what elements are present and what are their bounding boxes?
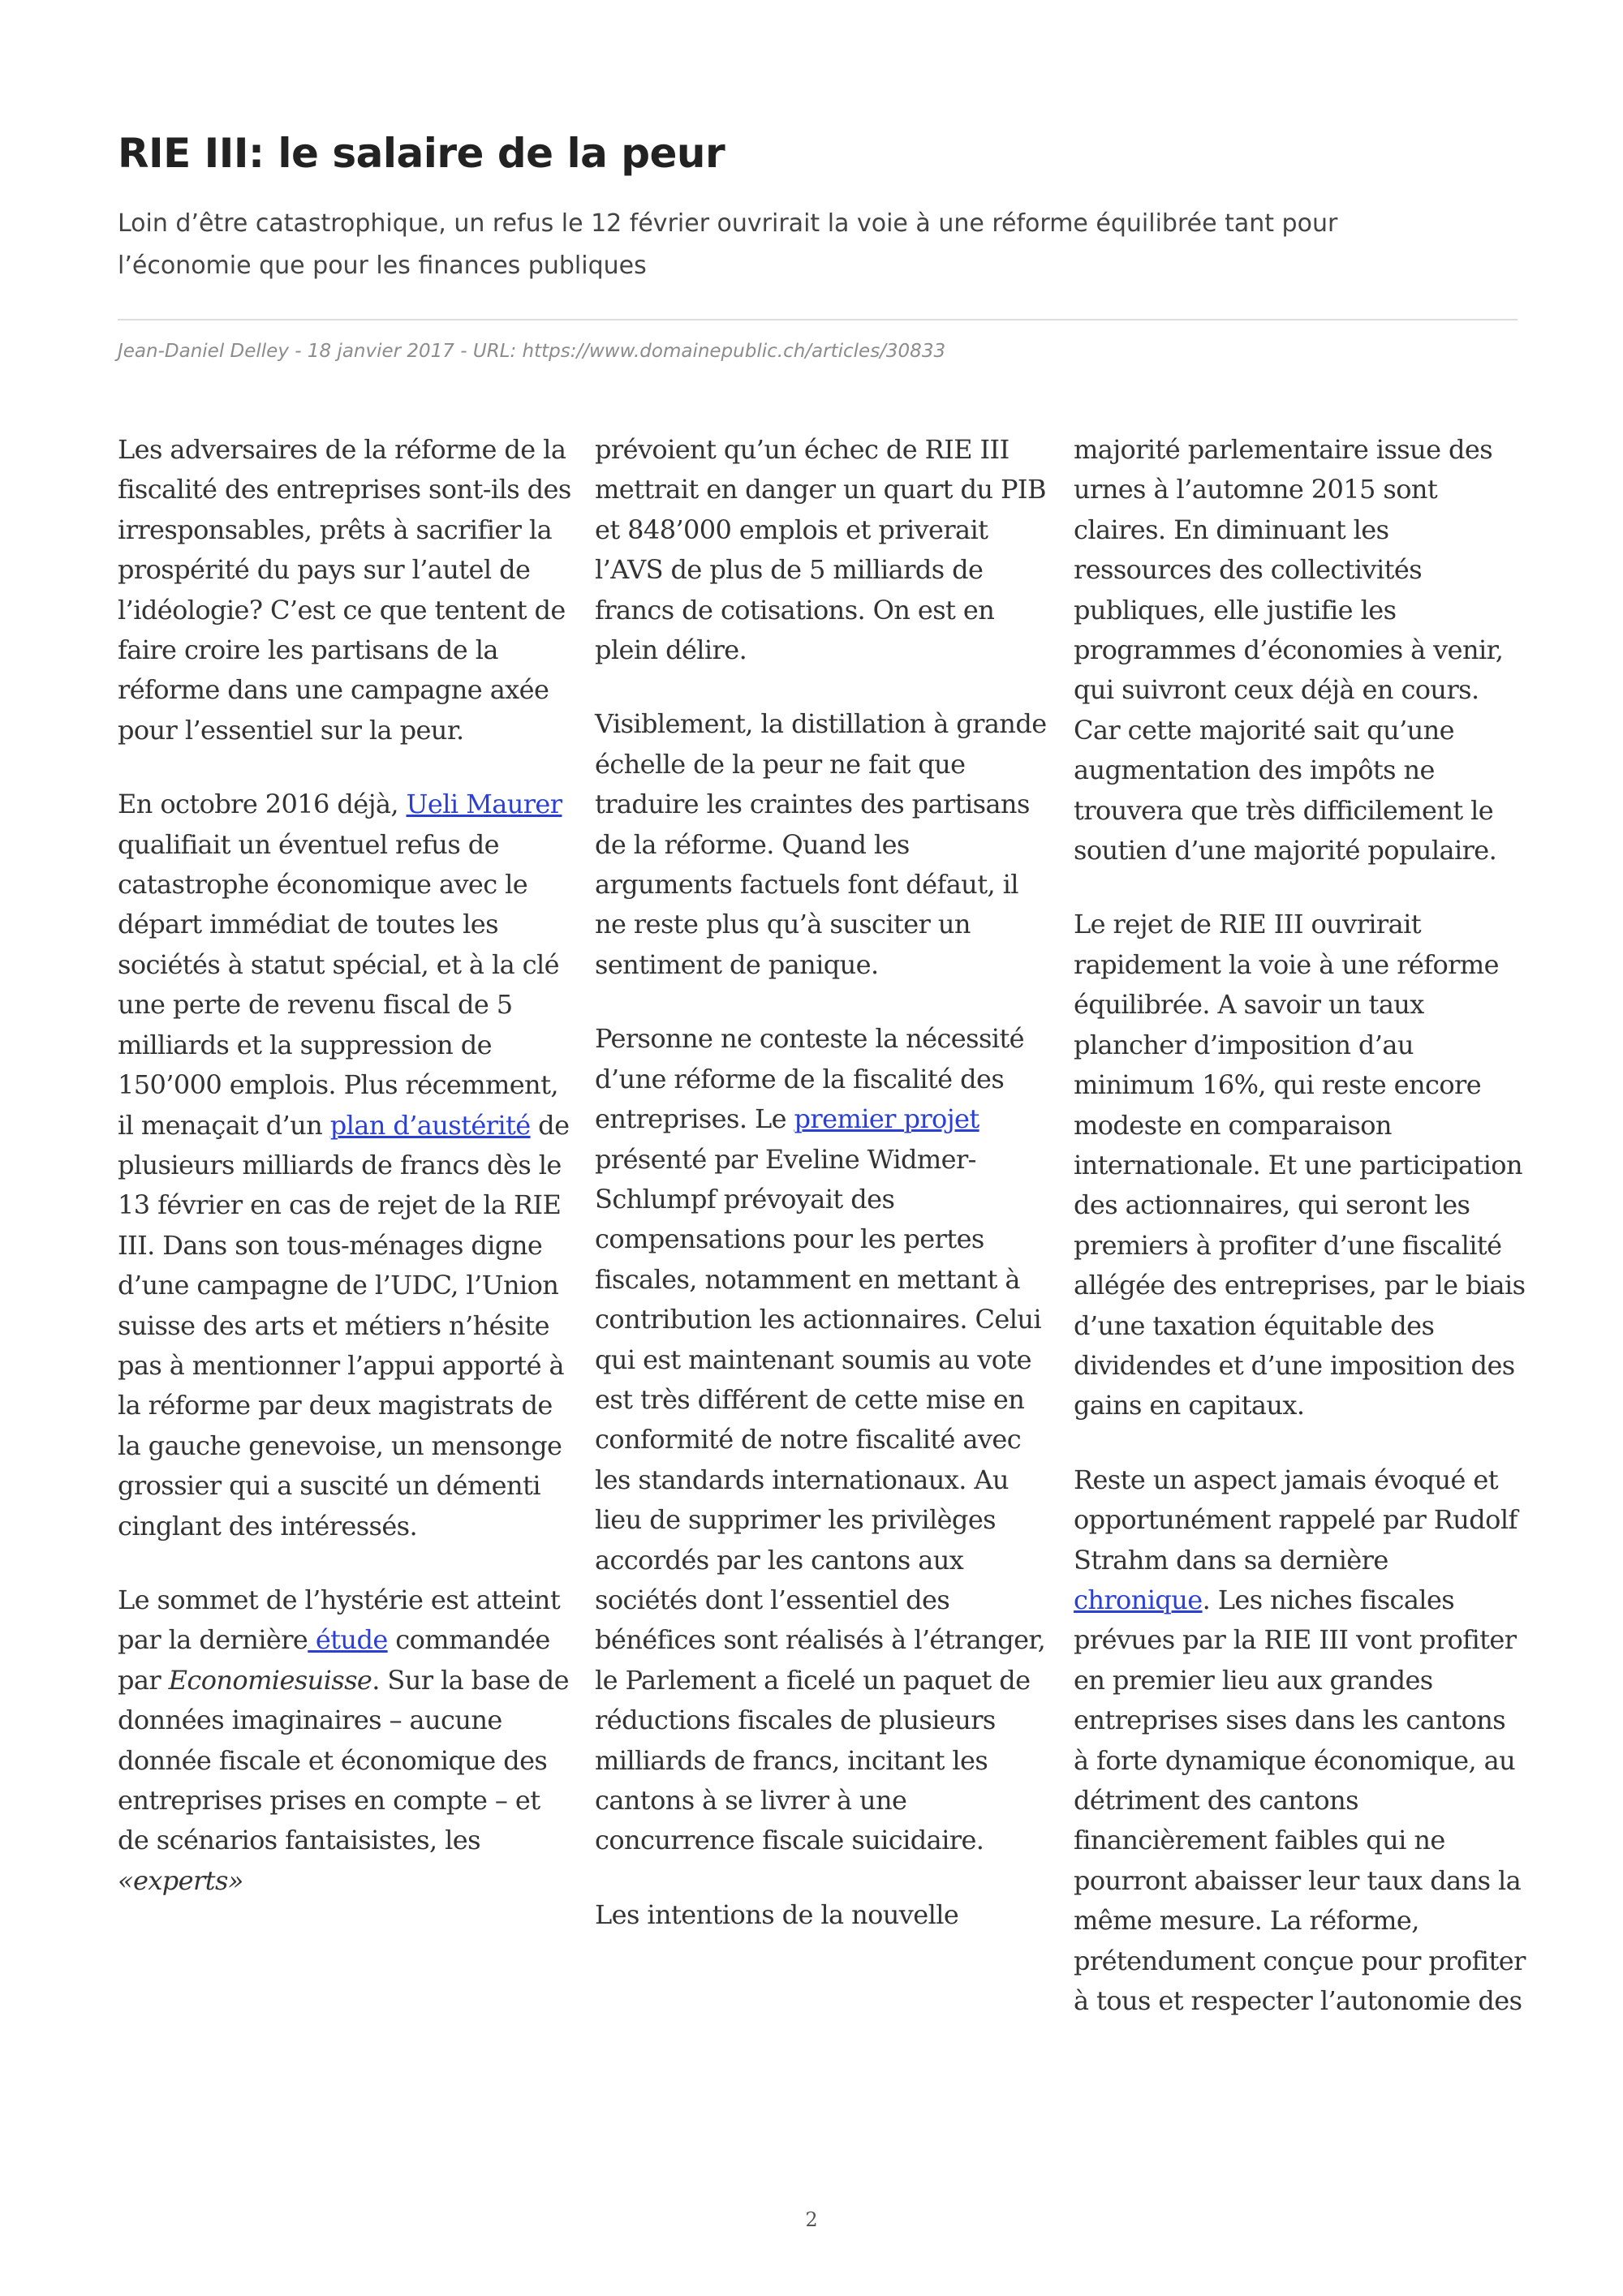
text-run: de plusieurs milliards de francs dès le 13 février en cas de rejet de la RIE III. Dans son tous-ménages digne d’une campagne de l’UDC, l’Union suisse des arts et métiers n’hésite pas à mentionner l’appui apporté à la réforme par deux magistrats de la gauche genevoise, un mensonge grossier qui a suscité un démenti cinglant des intéressés. xyxy=(118,1109,570,1541)
link-plan-austerite[interactable]: plan d’austérité xyxy=(329,1109,531,1141)
text-run: En octobre 2016 déjà, xyxy=(118,789,407,820)
emphasis-experts: «experts» xyxy=(118,1864,243,1896)
text-run: . Sur la base de données imaginaires – aucune donnée fiscale et économique des entreprises prises en compte – et de scénarios fantaisistes, les xyxy=(118,1664,569,1856)
article-title: RIE III: le salaire de la peur xyxy=(118,130,725,177)
text-run: commandée par xyxy=(118,1624,550,1696)
emphasis-economiesuisse: Economiesuisse xyxy=(168,1664,372,1696)
link-chronique[interactable]: chronique xyxy=(1074,1584,1203,1615)
text-run: Reste un aspect jamais évoqué et opportunément rappelé par Rudolf Strahm dans sa dernière xyxy=(1074,1464,1518,1576)
paragraph xyxy=(595,1019,1049,1861)
header-divider xyxy=(118,319,1518,320)
text-run: qualifiait un éventuel refus de catastrophe économique avec le départ immédiat de toutes les sociétés à statut spécial, et à la clé une perte de revenu fiscal de 5 milliards et la suppression de 150’000 emplois. Plus récemment, il menaçait d’un xyxy=(118,828,559,1141)
paragraph: Le rejet de RIE III ouvrirait rapidement la voie à une réforme équilibrée. A savoir un taux plancher d’imposition d’au minimum 16%, qui reste encore modeste en comparaison internationale. Et une participation des actionnaires, qui seront les premiers à profiter d’une fiscalité allégée des entreprises, par le biais d’une taxation équitable des dividendes et d’une imposition des gains en capitaux. xyxy=(1074,909,1526,1421)
text-run: Personne ne conteste la nécessité d’une réforme de la fiscalité des entreprises. Le xyxy=(595,1023,1025,1135)
article-meta: Jean-Daniel Delley - 18 janvier 2017 - URL: https://www.domainepublic.ch/articles/30833 xyxy=(118,341,946,362)
text-run: présenté par Eveline Widmer-Schlumpf prévoyait des compensations pour les pertes fiscales, notamment en mettant à contribution les actionnaires. Celui qui est maintenant soumis au vote est très différent de cette mise en conformité de notre fiscalité avec les standards internationaux. Au lieu de supprimer les privilèges accordés par les cantons aux sociétés dont l’essentiel des bénéfices sont réalisés à l’étranger, le Parlement a ficelé un paquet de réductions fiscales de plusieurs milliards de francs, incitant les cantons à se livrer à une concurrence fiscale suicidaire. xyxy=(595,1143,1046,1856)
paragraph: majorité parlementaire issue des urnes à l’automne 2015 sont claires. En diminuant les ressources des collectivités publiques, elle justifie les programmes d’économies à venir, qui suivront ceux déjà en cours. Car cette majorité sait qu’une augmentation des impôts ne trouvera que très difficilement le soutien d’une majorité populaire. xyxy=(1074,434,1504,866)
text-run: Le sommet de l’hystérie est atteint par la dernière xyxy=(118,1584,561,1656)
text-column-2 xyxy=(595,430,1049,1969)
link-premier-projet[interactable]: premier projet xyxy=(794,1103,979,1135)
paragraph: prévoient qu’un échec de RIE III mettrait en danger un quart du PIB et 848’000 emplois et priverait l’AVS de plus de 5 milliards de francs de cotisations. On est en plein délire. xyxy=(595,434,1046,666)
paragraph: Les adversaires de la réforme de la fiscalité des entreprises sont-ils des irresponsables, prêts à sacrifier la prospérité du pays sur l’autel de l’idéologie? C’est ce que tentent de faire croire les partisans de la réforme dans une campagne axée pour l’essentiel sur la peur. xyxy=(118,434,571,746)
paragraph xyxy=(118,785,572,1546)
paragraph: Les intentions de la nouvelle xyxy=(595,1898,959,1930)
paragraph xyxy=(1074,1460,1528,2022)
text-column-3 xyxy=(1074,430,1528,2055)
paragraph xyxy=(118,1580,572,1901)
link-ueli-maurer[interactable]: Ueli Maurer xyxy=(406,789,562,820)
link-etude[interactable]: étude xyxy=(308,1624,388,1656)
text-column-1 xyxy=(118,430,572,1935)
paragraph: Visiblement, la distillation à grande échelle de la peur ne fait que traduire les craintes des partisans de la réforme. Quand les arguments factuels font défaut, il ne reste plus qu’à susciter un sentiment de panique. xyxy=(595,708,1047,980)
article-subtitle: Loin d’être catastrophique, un refus le 12 février ouvrirait la voie à une réforme équilibrée tant pour l’économie que pour les finances publiques xyxy=(118,209,1338,280)
page-number: 2 xyxy=(805,2208,818,2231)
text-run: . Les niches fiscales prévues par la RIE III vont profiter en premier lieu aux grandes entreprises sises dans les cantons à forte dynamique économique, au détriment des cantons financièrement faibles qui ne pourront abaisser leur taux dans la même mesure. La réforme, prétendument conçue pour profiter à tous et respecter l’autonomie des xyxy=(1074,1584,1526,2017)
